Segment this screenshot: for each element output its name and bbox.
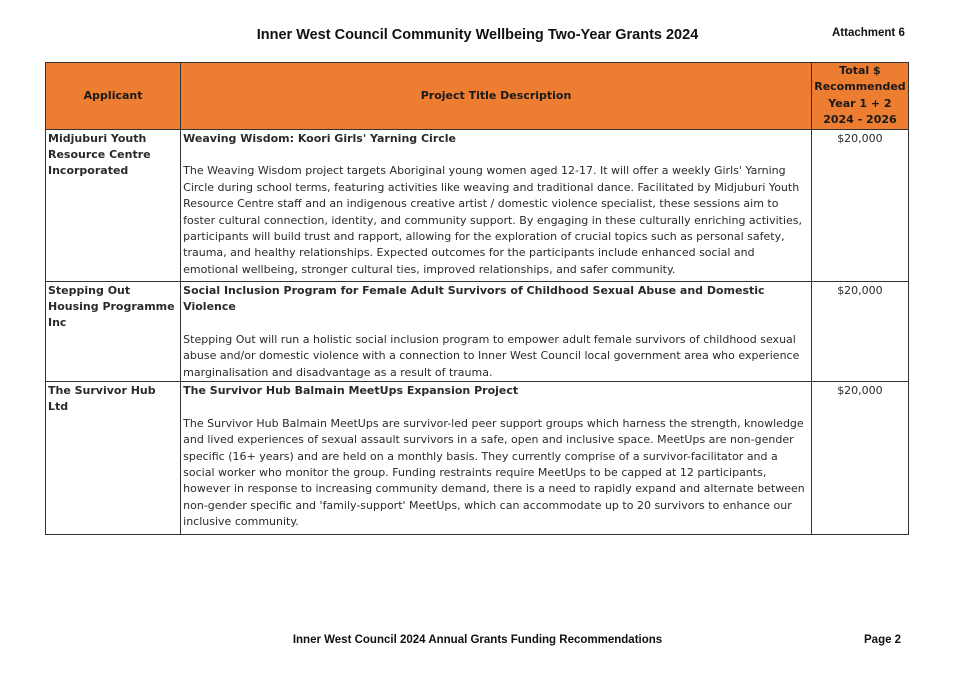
project-title: The Survivor Hub Balmain MeetUps Expansion Project <box>183 384 519 398</box>
description-cell <box>181 281 812 381</box>
total-cell: $20,000 <box>811 382 908 535</box>
description-cell <box>181 129 812 281</box>
description-cell <box>181 382 812 535</box>
total-cell: $20,000 <box>811 129 908 281</box>
grants-table <box>45 62 909 535</box>
attachment-label: Attachment 6 <box>832 27 905 39</box>
applicant-cell: Stepping Out Housing Programme Inc <box>46 281 181 381</box>
total-header-line: 2024 - 2026 <box>823 113 897 127</box>
footer-title: Inner West Council 2024 Annual Grants Funding Recommendations <box>292 634 663 646</box>
total-cell: $20,000 <box>811 281 908 381</box>
applicant-cell: Midjuburi Youth Resource Centre Incorporated <box>46 129 181 281</box>
total-header-line: Year 1 + 2 <box>828 96 892 110</box>
total-header-line: Recommended <box>814 80 906 94</box>
table-row <box>46 129 909 281</box>
applicant-cell: The Survivor Hub Ltd <box>46 382 181 535</box>
page-number: Page 2 <box>864 634 902 646</box>
table-row <box>46 382 909 535</box>
project-description: Stepping Out will run a holistic social inclusion program to empower adult female survivors of childhood sexual abuse and/or domestic violence with a connection to Inner West Council local government area who experience marginalisation and disadvantage as a result of trauma. <box>183 332 800 379</box>
project-description: The Weaving Wisdom project targets Aboriginal young women aged 12-17. It will offer a weekly Girls' Yarning Circle during school terms, featuring activities like weaving and traditional dance. Facilitated by Midjuburi Youth Resource Centre staff and an indigenous creative artist / domestic violence specialist, these sessions aim to foster cultural connection, identity, and community support. By engaging in these culturally enriching activities, participants will build trust and rapport, allowing for the exploration of crucial topics such as personal safety, trauma, and healthy relationships. Expected outcomes for the participants include enhanced social and emotional wellbeing, stronger cultural ties, improved relationships, and safer community. <box>183 164 803 276</box>
project-description: The Survivor Hub Balmain MeetUps are survivor-led peer support groups which harness the strength, knowledge and lived experiences of sexual assault survivors in a safe, open and inclusive space. MeetUps are non-gender specific (16+ years) and are held on a monthly basis. They currently comprise of a survivor-facilitator and a social worker who monitor the group. Funding restraints require MeetUps to be capped at 12 participants, however in response to increasing community demand, there is a need to rapidly expand and alternate between non-gender specific and 'family-support' MeetUps, which can accommodate up to 20 survivors to enhance our inclusive community. <box>183 416 805 529</box>
project-title: Weaving Wisdom: Koori Girls' Yarning Circle <box>183 131 456 145</box>
column-header-total <box>811 63 908 130</box>
total-header-line: Total $ <box>839 64 881 77</box>
column-header-description: Project Title Description <box>181 63 812 130</box>
page-title: Inner West Council Community Wellbeing Two-Year Grants 2024 <box>256 27 699 43</box>
table-header-row <box>46 63 909 130</box>
column-header-applicant: Applicant <box>46 63 181 130</box>
project-title: Social Inclusion Program for Female Adult Survivors of Childhood Sexual Abuse and Domestic Violence <box>183 283 765 314</box>
table-row <box>46 281 909 381</box>
